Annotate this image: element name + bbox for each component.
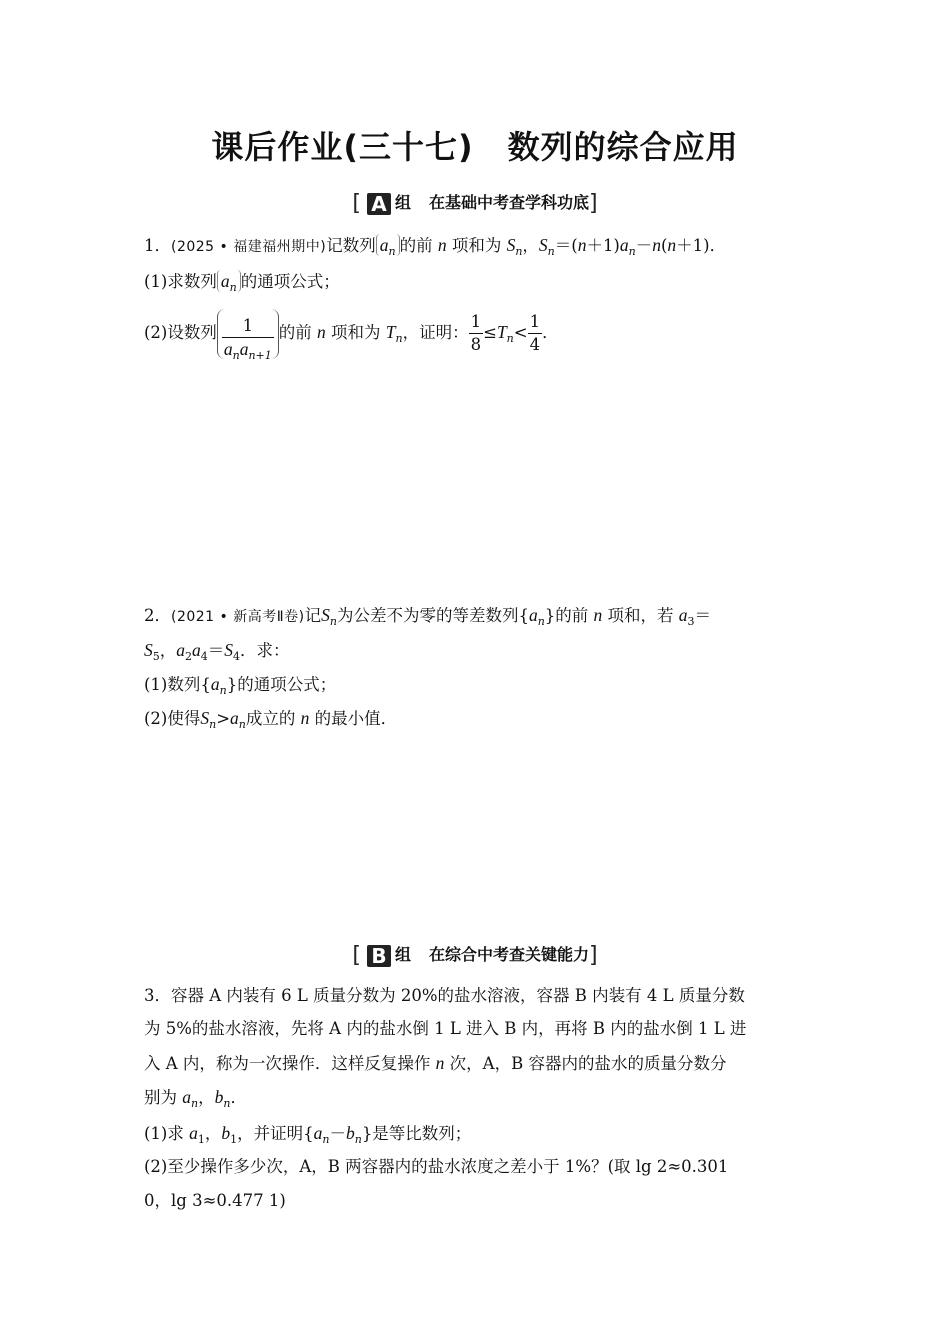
section-header-a: [ A 组 在基础中考查学科功底] [352, 191, 598, 216]
problem-2-statement: 2．(2021 • 新高考Ⅱ卷)记$S_n$为公差不为零的等差数列$\{a_n\}$的前 n 项和，若 $a_3=$ [144, 605, 712, 628]
problem-3-question-2: (2)至少操作多少次，A，B 两容器内的盐水浓度之差小于 1%？(取 lg 2≈0.301 [144, 1157, 729, 1176]
problem-1-question-2: (2)设数列 $\frac{1}{a_na_{n+1}}$ 的前 n 项和为 $T_n$，证明： $\frac{1}{8}$ $\le T_n<$ $\frac{1}{4}$ ． [144, 304, 814, 360]
problem-3-question-2-cont: 0，lg 3≈0.477 1) [144, 1191, 286, 1210]
problem-2-statement-cont: $S_5$，$a_2a_4=S_4$．求： [144, 640, 290, 663]
problem-3-question-1: (1)求 $a_1$，$b_1$，并证明$\{a_n-b_n\}$是等比数列； [144, 1123, 472, 1146]
problem-2-question-1: (1)数列$\{a_n\}$的通项公式； [144, 674, 337, 697]
problem-2-question-2: (2)使得$S_n>a_n$成立的 n 的最小值． [144, 708, 398, 731]
problem-3-line-3: 入 A 内，称为一次操作．这样反复操作 n 次，A，B 容器内的盐水的质量分数分 [144, 1053, 727, 1073]
problem-1-question-1: (1)求数列 $a_n$ 的通项公式； [144, 271, 340, 294]
problem-3-line-4: 别为 $a_n$，$b_n$． [144, 1087, 247, 1110]
section-header-b: [ B 组 在综合中考查关键能力] [352, 943, 598, 968]
problem-1-statement: 1．(2025 • 福建福州期中)记数列 $a_n$ 的前 n 项和为 $S_n$，$S_n=(n+1)a_n-n(n+1)$． [144, 235, 727, 258]
problem-3-line-1: 3．容器 A 内装有 6 L 质量分数为 20%的盐水溶液，容器 B 内装有 4 L 质量分数 [144, 986, 745, 1005]
page-title: 课后作业(三十七) 数列的综合应用 [211, 128, 739, 166]
problem-3-line-2: 为 5%的盐水溶液，先将 A 内的盐水倒 1 L 进入 B 内，再将 B 内的盐水倒 1 L 进 [144, 1019, 747, 1038]
